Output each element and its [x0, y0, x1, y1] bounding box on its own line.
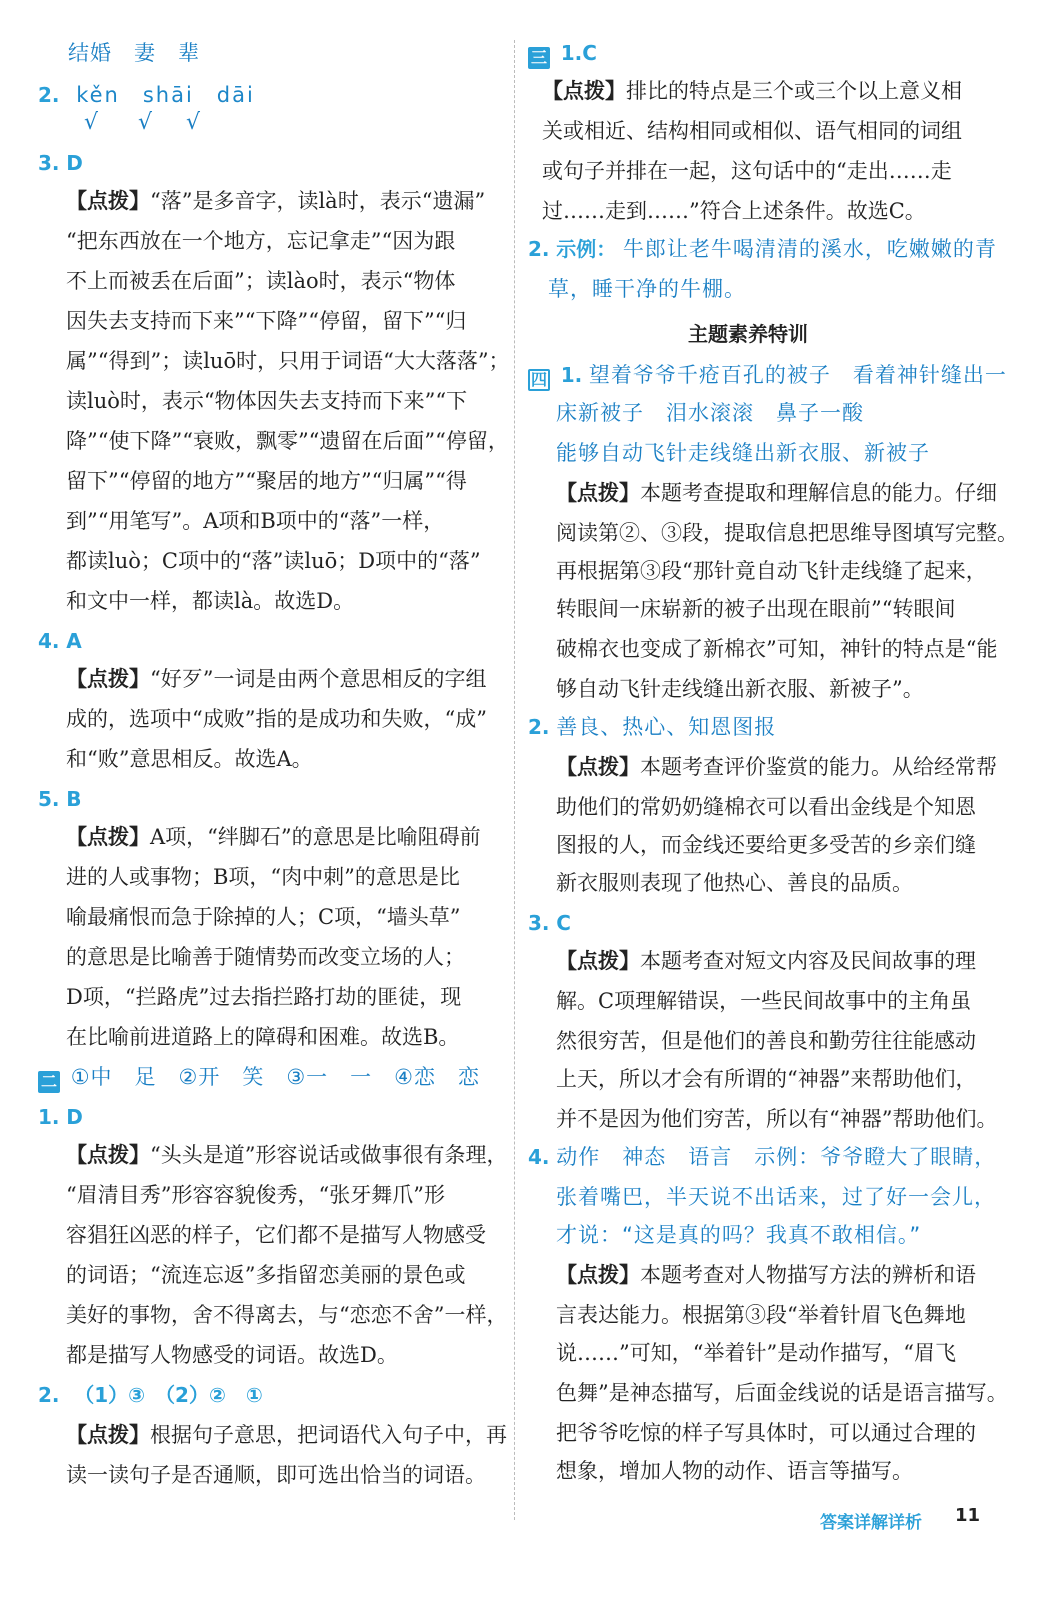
- handwritten-answer: 才说：“这是真的吗？我真不敢相信。”: [556, 1223, 922, 1247]
- question-number: 1.: [38, 1105, 60, 1129]
- answer-letter: C: [582, 41, 597, 65]
- hint-tag: 【点拨】: [556, 755, 640, 779]
- column-divider: [514, 40, 515, 1520]
- text: A项，“绊脚石”的意思是比喻阻碍前: [150, 825, 481, 849]
- hint-tag: 【点拨】: [556, 949, 640, 973]
- handwritten-answer: 动作 神态 语言 示例：爷爷瞪大了眼睛，: [556, 1145, 997, 1169]
- handwritten-answer: 张着嘴巴，半天说不出话来，过了好一会儿，: [556, 1185, 996, 1209]
- explanation-line: [542, 76, 962, 106]
- explanation-line: 够自动飞针走线缝出新衣服、新被子”。: [556, 677, 924, 701]
- explanation-line: 上天，所以才会有所谓的“神器”来帮助他们，: [556, 1067, 977, 1091]
- explanation-line: 都是描写人物感受的词语。故选D。: [66, 1343, 398, 1367]
- explanation-line: 助他们的常奶奶缝棉衣可以看出金线是个知恩: [556, 795, 976, 819]
- explanation-line: 解。C项理解错误，一些民间故事中的主角虽: [556, 989, 972, 1013]
- answer-letter: D: [66, 1105, 83, 1129]
- answer-letter: B: [66, 787, 82, 811]
- section-2-question-2: [38, 1380, 263, 1410]
- explanation-line: 属”“得到”；读luō时，只用于词语“大大落落”；: [66, 349, 510, 373]
- explanation-line: 都读luò；C项中的“落”读luō；D项中的“落”: [66, 549, 481, 573]
- question-number: 4.: [528, 1145, 550, 1169]
- pinyin-answer: kěn shāi dāi: [76, 83, 255, 107]
- explanation-line: 因失去支持而下来”“下降”“停留，留下”“归: [66, 309, 467, 333]
- explanation-line: 成的，选项中“成败”指的是成功和失败，“成”: [66, 707, 487, 731]
- footer-label: 答案详解详析: [820, 1513, 922, 1533]
- question-number: 3.: [528, 911, 550, 935]
- explanation-line: 到”“用笔写”。A项和B项中的“落”一样，: [66, 509, 445, 533]
- explanation-line: 色舞”是神态描写，后面金线说的话是语言描写。: [556, 1381, 1008, 1405]
- explanation-line: D项，“拦路虎”过去指拦路打劫的匪徒，现: [66, 985, 462, 1009]
- section-icon: 四: [528, 369, 550, 391]
- question-number: 3.: [38, 151, 60, 175]
- explanation-line: [556, 752, 997, 782]
- question-number: 1.: [560, 363, 583, 387]
- section-2-question-1: [38, 1102, 83, 1132]
- explanation-line: 说……”可知，“举着针”是动作描写，“眉飞: [556, 1341, 956, 1365]
- example-label: 示例：: [556, 237, 617, 261]
- section-icon: 三: [528, 47, 550, 69]
- hint-tag: 【点拨】: [66, 667, 150, 691]
- hint-tag: 【点拨】: [556, 481, 640, 505]
- text: “头头是道”形容说话或做事很有条理，: [150, 1143, 508, 1167]
- explanation-line: 和“败”意思相反。故选A。: [66, 747, 313, 771]
- explanation-line: 再根据第③段“那针竟自动飞针走线缝了起来，: [556, 559, 987, 583]
- section-heading: 主题素养特训: [688, 322, 808, 346]
- section-3-question-2: [528, 234, 997, 264]
- question-5: [38, 784, 81, 814]
- explanation-line: 留下”“停留的地方”“聚居的地方”“归属”“得: [66, 469, 467, 493]
- text: 本题考查对短文内容及民间故事的理: [640, 949, 976, 973]
- explanation-line: 的词语；“流连忘返”多指留恋美丽的景色或: [66, 1263, 466, 1287]
- question-number: 2.: [38, 83, 60, 107]
- explanation-line: [556, 478, 997, 508]
- handwritten-answer: 望着爷爷千疮百孔的被子 看着神针缝出一: [588, 363, 1007, 387]
- explanation-line: [66, 822, 481, 852]
- section-icon: 二: [38, 1071, 60, 1093]
- text: 本题考查提取和理解信息的能力。仔细: [640, 481, 997, 505]
- explanation-line: 关或相近、结构相同或相似、语气相同的词组: [542, 119, 962, 143]
- explanation-line: 容猖狂凶恶的样子，它们都不是描写人物感受: [66, 1223, 486, 1247]
- question-2: [38, 80, 255, 110]
- section-4-question-1: [528, 360, 1007, 391]
- explanation-line: 的意思是比喻善于随情势而改变立场的人；: [66, 945, 465, 969]
- handwritten-answer: 草，睡干净的牛棚。: [548, 277, 746, 301]
- question-3: [38, 148, 83, 178]
- check-mark: √: [138, 110, 153, 135]
- question-number: 2.: [528, 237, 550, 261]
- text: 排比的特点是三个或三个以上意义相: [626, 79, 962, 103]
- hint-tag: 【点拨】: [66, 189, 150, 213]
- hint-tag: 【点拨】: [542, 79, 626, 103]
- explanation-line: [66, 1420, 507, 1450]
- explanation-line: “眉清目秀”形容容貌俊秀，“张牙舞爪”形: [66, 1183, 445, 1207]
- hint-tag: 【点拨】: [66, 1423, 150, 1447]
- explanation-line: [556, 946, 976, 976]
- section-4-question-3: [528, 908, 571, 938]
- explanation-line: 和文中一样，都读là。故选D。: [66, 589, 355, 613]
- explanation-line: 破棉衣也变成了新棉衣”可知，神针的特点是“能: [556, 637, 998, 661]
- handwritten-answer: 结婚 妻 辈: [68, 41, 200, 65]
- handwritten-answer: 牛郎让老牛喝清清的溪水，吃嫩嫩的青: [622, 237, 997, 261]
- answer-letter: D: [66, 151, 83, 175]
- text: 根据句子意思，把词语代入句子中，再: [150, 1423, 507, 1447]
- handwritten-answer: 善良、热心、知恩图报: [556, 715, 777, 739]
- text: “落”是多音字，读là时，表示“遗漏”: [150, 189, 486, 213]
- explanation-line: 新衣服则表现了他热心、善良的品质。: [556, 871, 913, 895]
- text: 本题考查评价鉴赏的能力。从给经常帮: [640, 755, 997, 779]
- handwritten-answer: ①中 足 ②开 笑 ③一 一 ④恋 恋: [70, 1065, 480, 1089]
- question-4: [38, 626, 82, 656]
- hint-tag: 【点拨】: [556, 1263, 640, 1287]
- explanation-line: 在比喻前进道路上的障碍和困难。故选B。: [66, 1025, 460, 1049]
- explanation-line: “把东西放在一个地方，忘记拿走”“因为跟: [66, 229, 456, 253]
- question-number: 5.: [38, 787, 60, 811]
- explanation-line: 把爷爷吃惊的样子写具体时，可以通过合理的: [556, 1421, 976, 1445]
- section-3-question-1: [528, 38, 597, 69]
- answer-text: （1）③ （2）② ①: [74, 1383, 263, 1407]
- explanation-line: [556, 1260, 976, 1290]
- explanation-line: 美好的事物，舍不得离去，与“恋恋不舍”一样，: [66, 1303, 508, 1327]
- explanation-line: 读luò时，表示“物体因失去支持而下来”“下: [66, 389, 468, 413]
- explanation-line: 过……走到……”符合上述条件。故选C。: [542, 199, 926, 223]
- explanation-line: 读一读句子是否通顺，即可选出恰当的词语。: [66, 1463, 486, 1487]
- explanation-line: 然很穷苦，但是他们的善良和勤劳往往能感动: [556, 1029, 976, 1053]
- explanation-line: [66, 664, 486, 694]
- explanation-line: 或句子并排在一起，这句话中的“走出……走: [542, 159, 952, 183]
- explanation-line: 并不是因为他们穷苦，所以有“神器”帮助他们。: [556, 1107, 998, 1131]
- text: “好歹”一词是由两个意思相反的字组: [150, 667, 487, 691]
- answer-letter: A: [66, 629, 82, 653]
- section-4-question-2: [528, 712, 776, 742]
- question-number: 1.: [560, 41, 583, 65]
- hint-tag: 【点拨】: [66, 1143, 150, 1167]
- explanation-line: 不上而被丢在后面”；读lào时，表示“物体: [66, 269, 456, 293]
- question-number: 2.: [38, 1383, 60, 1407]
- question-number: 2.: [528, 715, 550, 739]
- explanation-line: [66, 186, 485, 216]
- explanation-line: 阅读第②、③段，提取信息把思维导图填写完整。: [556, 521, 1018, 545]
- explanation-line: 图报的人，而金线还要给更多受苦的乡亲们缝: [556, 833, 976, 857]
- answer-letter: C: [556, 911, 571, 935]
- handwritten-answer: 能够自动飞针走线缝出新衣服、新被子: [556, 441, 930, 465]
- explanation-line: 进的人或事物；B项，“肉中刺”的意思是比: [66, 865, 460, 889]
- explanation-line: 想象，增加人物的动作、语言等描写。: [556, 1459, 913, 1483]
- page-number: 11: [955, 1505, 981, 1526]
- explanation-line: 喻最痛恨而急于除掉的人；C项，“墙头草”: [66, 905, 461, 929]
- question-number: 4.: [38, 629, 60, 653]
- handwritten-answer: 床新被子 泪水滚滚 鼻子一酸: [556, 401, 864, 425]
- text: 本题考查对人物描写方法的辨析和语: [640, 1263, 976, 1287]
- section-2: [38, 1062, 480, 1093]
- explanation-line: 转眼间一床崭新的被子出现在眼前”“转眼间: [556, 597, 956, 621]
- hint-tag: 【点拨】: [66, 825, 150, 849]
- explanation-line: 言表达能力。根据第③段“举着针眉飞色舞地: [556, 1303, 966, 1327]
- check-mark: √: [186, 110, 201, 135]
- explanation-line: [66, 1140, 507, 1170]
- section-4-question-4: [528, 1142, 996, 1172]
- check-mark: √: [84, 110, 99, 135]
- explanation-line: 降”“使下降”“衰败，飘零”“遗留在后面”“停留，: [66, 429, 509, 453]
